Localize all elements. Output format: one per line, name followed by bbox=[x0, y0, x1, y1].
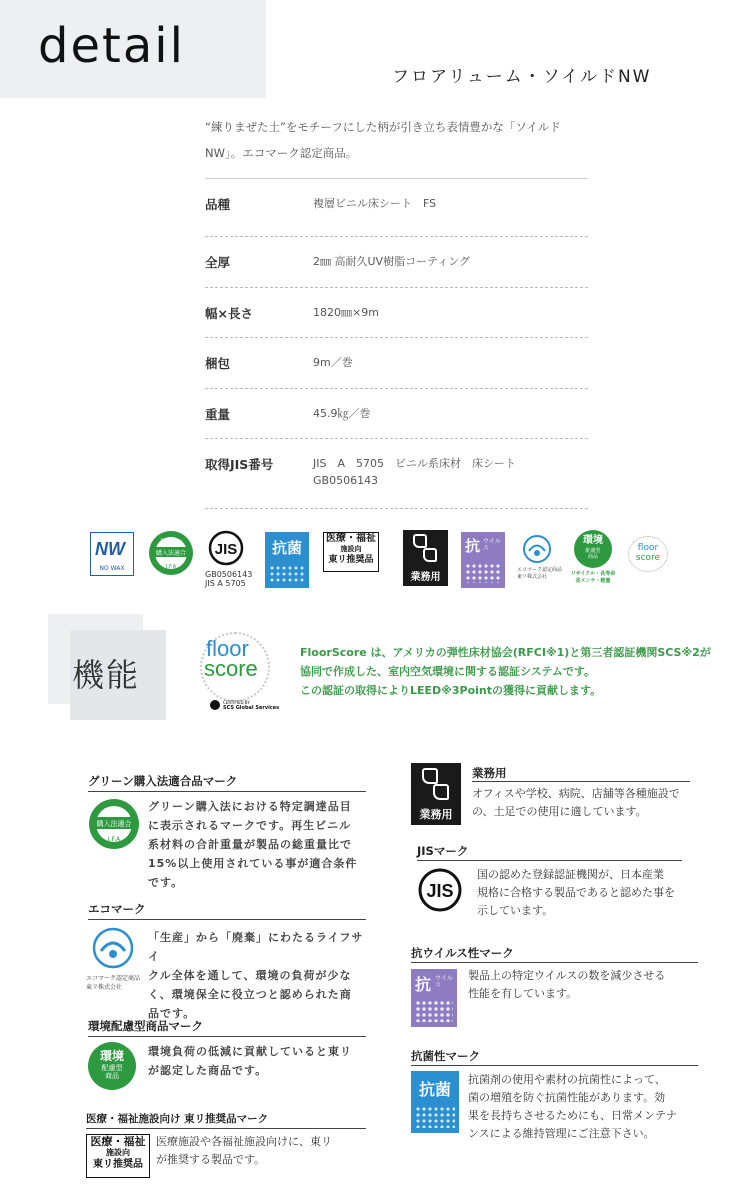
eco-section-title: エコマーク bbox=[88, 902, 146, 916]
jis-section-body bbox=[477, 866, 697, 920]
spec-row bbox=[205, 338, 588, 389]
eco-caption-line: 東リ株式会社 bbox=[86, 984, 123, 991]
product-description bbox=[205, 114, 590, 166]
medical-section-title: 医療・福祉施設向け 東リ推奨品マーク bbox=[86, 1113, 269, 1125]
scs-icon bbox=[210, 700, 220, 710]
spec-key: 幅×長さ bbox=[205, 306, 253, 321]
section-divider bbox=[472, 781, 690, 782]
body-line: が認定した商品です。 bbox=[148, 1064, 268, 1077]
body-line: 製品上の特定ウイルスの数を減少させる bbox=[468, 969, 666, 982]
svg-text:JIS: JIS bbox=[214, 541, 238, 558]
green-purchase-icon bbox=[88, 798, 140, 850]
body-line: 品です。 bbox=[148, 1007, 196, 1020]
body-line: の、土足での使用に適しています。 bbox=[472, 805, 647, 818]
body-line: 性能を有しています。 bbox=[468, 987, 578, 1000]
green-section-body bbox=[148, 797, 373, 892]
antivirus-logo-small: ウイルス bbox=[483, 538, 501, 552]
body-line: 環境負荷の低減に貢献していると東リ bbox=[148, 1045, 352, 1058]
spec-key: 全厚 bbox=[205, 255, 231, 270]
eco-logo-caption bbox=[517, 567, 562, 581]
fs-certified: CERTIFIED BY bbox=[223, 700, 250, 705]
body-line: が推奨する製品です。 bbox=[156, 1153, 266, 1166]
antibacterial-icon bbox=[265, 532, 309, 588]
fs-scs: SCS Global Services bbox=[223, 705, 280, 711]
spec-row bbox=[205, 179, 588, 237]
spec-key: 品種 bbox=[205, 197, 231, 212]
certification-logos bbox=[0, 528, 750, 598]
jis-logo-caption bbox=[205, 570, 252, 588]
svg-text:購入法適合: 購入法適合 bbox=[155, 550, 187, 557]
spec-value bbox=[313, 455, 588, 508]
env-icon-line1: 環境 bbox=[99, 1049, 124, 1063]
spec-value: 9m／巻 bbox=[313, 356, 353, 369]
spec-value: 複層ビニル床シート FS bbox=[313, 197, 437, 210]
product-name: フロアリューム・ソイルドNW bbox=[392, 67, 652, 87]
detail-title: detail bbox=[38, 18, 185, 74]
body-line: 果を長持ちさせるためにも、日常メンテナ bbox=[468, 1109, 677, 1122]
fs-small-line2: score bbox=[635, 553, 661, 563]
description-line: NW」。エコマーク認定商品。 bbox=[205, 146, 358, 160]
green-purchase-icon bbox=[148, 530, 194, 576]
environment-icon bbox=[574, 530, 612, 568]
env-logo-caption1: リサイクル・長寿命 bbox=[570, 571, 616, 577]
section-divider bbox=[88, 791, 366, 792]
medical-icon-line3: 東リ推奨品 bbox=[93, 1159, 143, 1170]
eco-mark-caption bbox=[86, 974, 140, 992]
jis-icon bbox=[208, 530, 244, 566]
eco-caption-line: エコマーク認定商品 bbox=[86, 975, 141, 982]
fs-logo-line1: floor bbox=[206, 636, 249, 661]
body-line: グリーン購入法における特定調達品目 bbox=[148, 800, 352, 813]
body-line: 示しています。 bbox=[477, 904, 554, 917]
jis-logo-standard: JIS A 5705 bbox=[205, 579, 246, 588]
jis-number-text: GB0506143 bbox=[313, 474, 379, 487]
eco-logo-caption1: エコマーク認定商品 bbox=[517, 567, 563, 573]
body-line: 菌の増殖を防ぐ抗菌性能があります。効 bbox=[468, 1091, 666, 1104]
antibacterial-section-body bbox=[468, 1071, 698, 1143]
spec-value: 45.9㎏／巻 bbox=[313, 407, 371, 420]
business-section-body bbox=[472, 785, 702, 821]
env-icon-line2: 配慮型 bbox=[101, 1064, 123, 1072]
section-divider bbox=[88, 919, 366, 920]
medical-logo-line3: 東リ推奨品 bbox=[328, 555, 374, 565]
antivirus-icon-small: ウイルス bbox=[435, 975, 453, 989]
spec-key: 重量 bbox=[205, 407, 231, 422]
body-line: く、環境保全に役立つと認められた商 bbox=[148, 988, 352, 1001]
floorscore-description bbox=[300, 643, 720, 700]
env-logo-line3: 商品 bbox=[587, 554, 598, 560]
spec-row bbox=[205, 237, 588, 288]
antivirus-section-body bbox=[468, 967, 698, 1003]
antivirus-icon bbox=[411, 969, 457, 1027]
env-section-title: 環境配慮型商品マーク bbox=[88, 1019, 203, 1033]
env-section-body bbox=[148, 1042, 373, 1080]
medical-icon-line1: 医療・福祉 bbox=[90, 1135, 146, 1148]
body-line: ンスによる維持管理にご注意下さい。 bbox=[468, 1127, 655, 1140]
business-section-title: 業務用 bbox=[472, 766, 507, 780]
detail-tab bbox=[0, 0, 266, 98]
env-icon-line3: 商品 bbox=[105, 1072, 119, 1080]
medical-icon-line2: 施設向 bbox=[106, 1148, 130, 1157]
body-line: に表示されるマークです。再生ビニル bbox=[148, 819, 352, 832]
fs-small-line1: floor bbox=[637, 543, 659, 553]
body-line: 15%以上使用されている事が適合条件 bbox=[148, 857, 358, 870]
antibacterial-icon bbox=[411, 1071, 459, 1133]
body-line: 「生産」から「廃棄」にわたるライフサイ bbox=[148, 931, 364, 963]
floorscore-small-icon bbox=[628, 536, 668, 572]
body-line: 国の認めた登録認証機関が、日本産業 bbox=[477, 868, 664, 881]
antivirus-logo-big: 抗 bbox=[465, 537, 481, 555]
description-line: “練りまぜた土”をモチーフにした柄が引き立ち表情豊かな「ソイルド bbox=[205, 120, 561, 134]
green-section-title: グリーン購入法適合品マーク bbox=[88, 774, 238, 788]
body-line: 規格に合格する製品であると認めた事を bbox=[477, 886, 675, 899]
section-divider bbox=[417, 860, 682, 861]
floorscore-logo bbox=[198, 628, 288, 718]
jis-logo-number: GB0506143 bbox=[205, 570, 253, 579]
svg-text:購入法適合: 購入法適合 bbox=[96, 820, 132, 828]
eco-section-body bbox=[148, 928, 373, 1023]
svg-text:グリーン: グリーン bbox=[102, 808, 126, 815]
fs-text-line: FloorScore は、アメリカの弾性床材協会(RFCI※1)と第三者認証機関SCS※2が bbox=[300, 646, 711, 659]
medical-section-body bbox=[156, 1133, 366, 1169]
nowax-icon: NW NO WAX bbox=[90, 532, 134, 576]
spec-key: 取得JIS番号 bbox=[205, 457, 274, 472]
spec-value: 1820㎜×9m bbox=[313, 306, 379, 319]
env-logo-line1: 環境 bbox=[583, 535, 603, 546]
fs-text-line: 協同で作成した、室内空気環境に関する認証システムです。 bbox=[300, 665, 596, 678]
svg-text:I.F.A: I.F.A bbox=[165, 564, 177, 570]
antivirus-section-title: 抗ウイルス性マーク bbox=[411, 946, 514, 960]
spec-key: 梱包 bbox=[205, 356, 231, 371]
medical-recommended-icon bbox=[323, 532, 379, 572]
body-line: オフィスや学校、病院、店舗等各種施設で bbox=[472, 787, 680, 800]
jis-icon bbox=[418, 868, 462, 912]
body-line: です。 bbox=[148, 876, 184, 889]
body-line: クル全体を通して、環境の負荷が少な bbox=[148, 969, 352, 982]
section-divider bbox=[411, 1065, 698, 1066]
jis-standard-text: JIS A 5705 ビニル系床材 床シート bbox=[313, 457, 516, 470]
fs-logo-line2: score bbox=[204, 656, 258, 681]
body-line: 抗菌剤の使用や素材の抗菌性によって、 bbox=[468, 1073, 666, 1086]
spec-row bbox=[205, 439, 588, 509]
business-use-icon bbox=[403, 530, 448, 586]
eco-logo-caption2: 東リ株式会社 bbox=[517, 574, 548, 580]
section-divider bbox=[411, 962, 698, 963]
medical-recommended-icon bbox=[86, 1134, 150, 1178]
fs-text-line: この認証の取得によりLEED※3Pointの獲得に貢献します。 bbox=[300, 684, 602, 697]
business-use-icon bbox=[411, 763, 461, 825]
antivirus-icon bbox=[461, 532, 505, 588]
business-logo-text: 業務用 bbox=[410, 572, 441, 583]
environment-icon bbox=[88, 1042, 136, 1090]
spec-row bbox=[205, 288, 588, 338]
eco-mark-icon bbox=[92, 927, 134, 969]
antibacterial-logo-text: 抗菌 bbox=[271, 539, 302, 557]
svg-text:グリーン: グリーン bbox=[159, 538, 183, 545]
nowax-label: NO WAX bbox=[99, 565, 125, 572]
eco-mark-icon bbox=[522, 534, 552, 564]
svg-text:JIS: JIS bbox=[426, 881, 454, 901]
body-line: 系材料の合計重量が製品の総重量比で bbox=[148, 838, 352, 851]
env-logo-caption bbox=[566, 571, 620, 585]
medical-logo-line1: 医療・福祉 bbox=[326, 533, 376, 544]
body-line: 医療施設や各福祉施設向けに、東リ bbox=[156, 1135, 332, 1148]
jis-section-title: JISマーク bbox=[417, 844, 469, 858]
medical-logo-line2: 施設向 bbox=[340, 545, 362, 553]
spec-table bbox=[205, 178, 588, 509]
antivirus-icon-big: 抗 bbox=[415, 975, 432, 994]
section-divider bbox=[86, 1128, 366, 1129]
svg-text:I.F.A: I.F.A bbox=[107, 836, 121, 843]
antibacterial-section-title: 抗菌性マーク bbox=[411, 1049, 480, 1063]
env-logo-line2: 配慮型 bbox=[585, 548, 601, 554]
business-icon-text: 業務用 bbox=[419, 808, 453, 821]
antibacterial-icon-text: 抗菌 bbox=[418, 1080, 451, 1099]
kinou-title: 機能 bbox=[72, 656, 141, 694]
env-logo-caption2: 省メンテ・軽量 bbox=[575, 578, 611, 584]
section-divider bbox=[88, 1036, 366, 1037]
spec-row bbox=[205, 389, 588, 439]
spec-value: 2㎜ 高耐久UV樹脂コーティング bbox=[313, 255, 470, 268]
